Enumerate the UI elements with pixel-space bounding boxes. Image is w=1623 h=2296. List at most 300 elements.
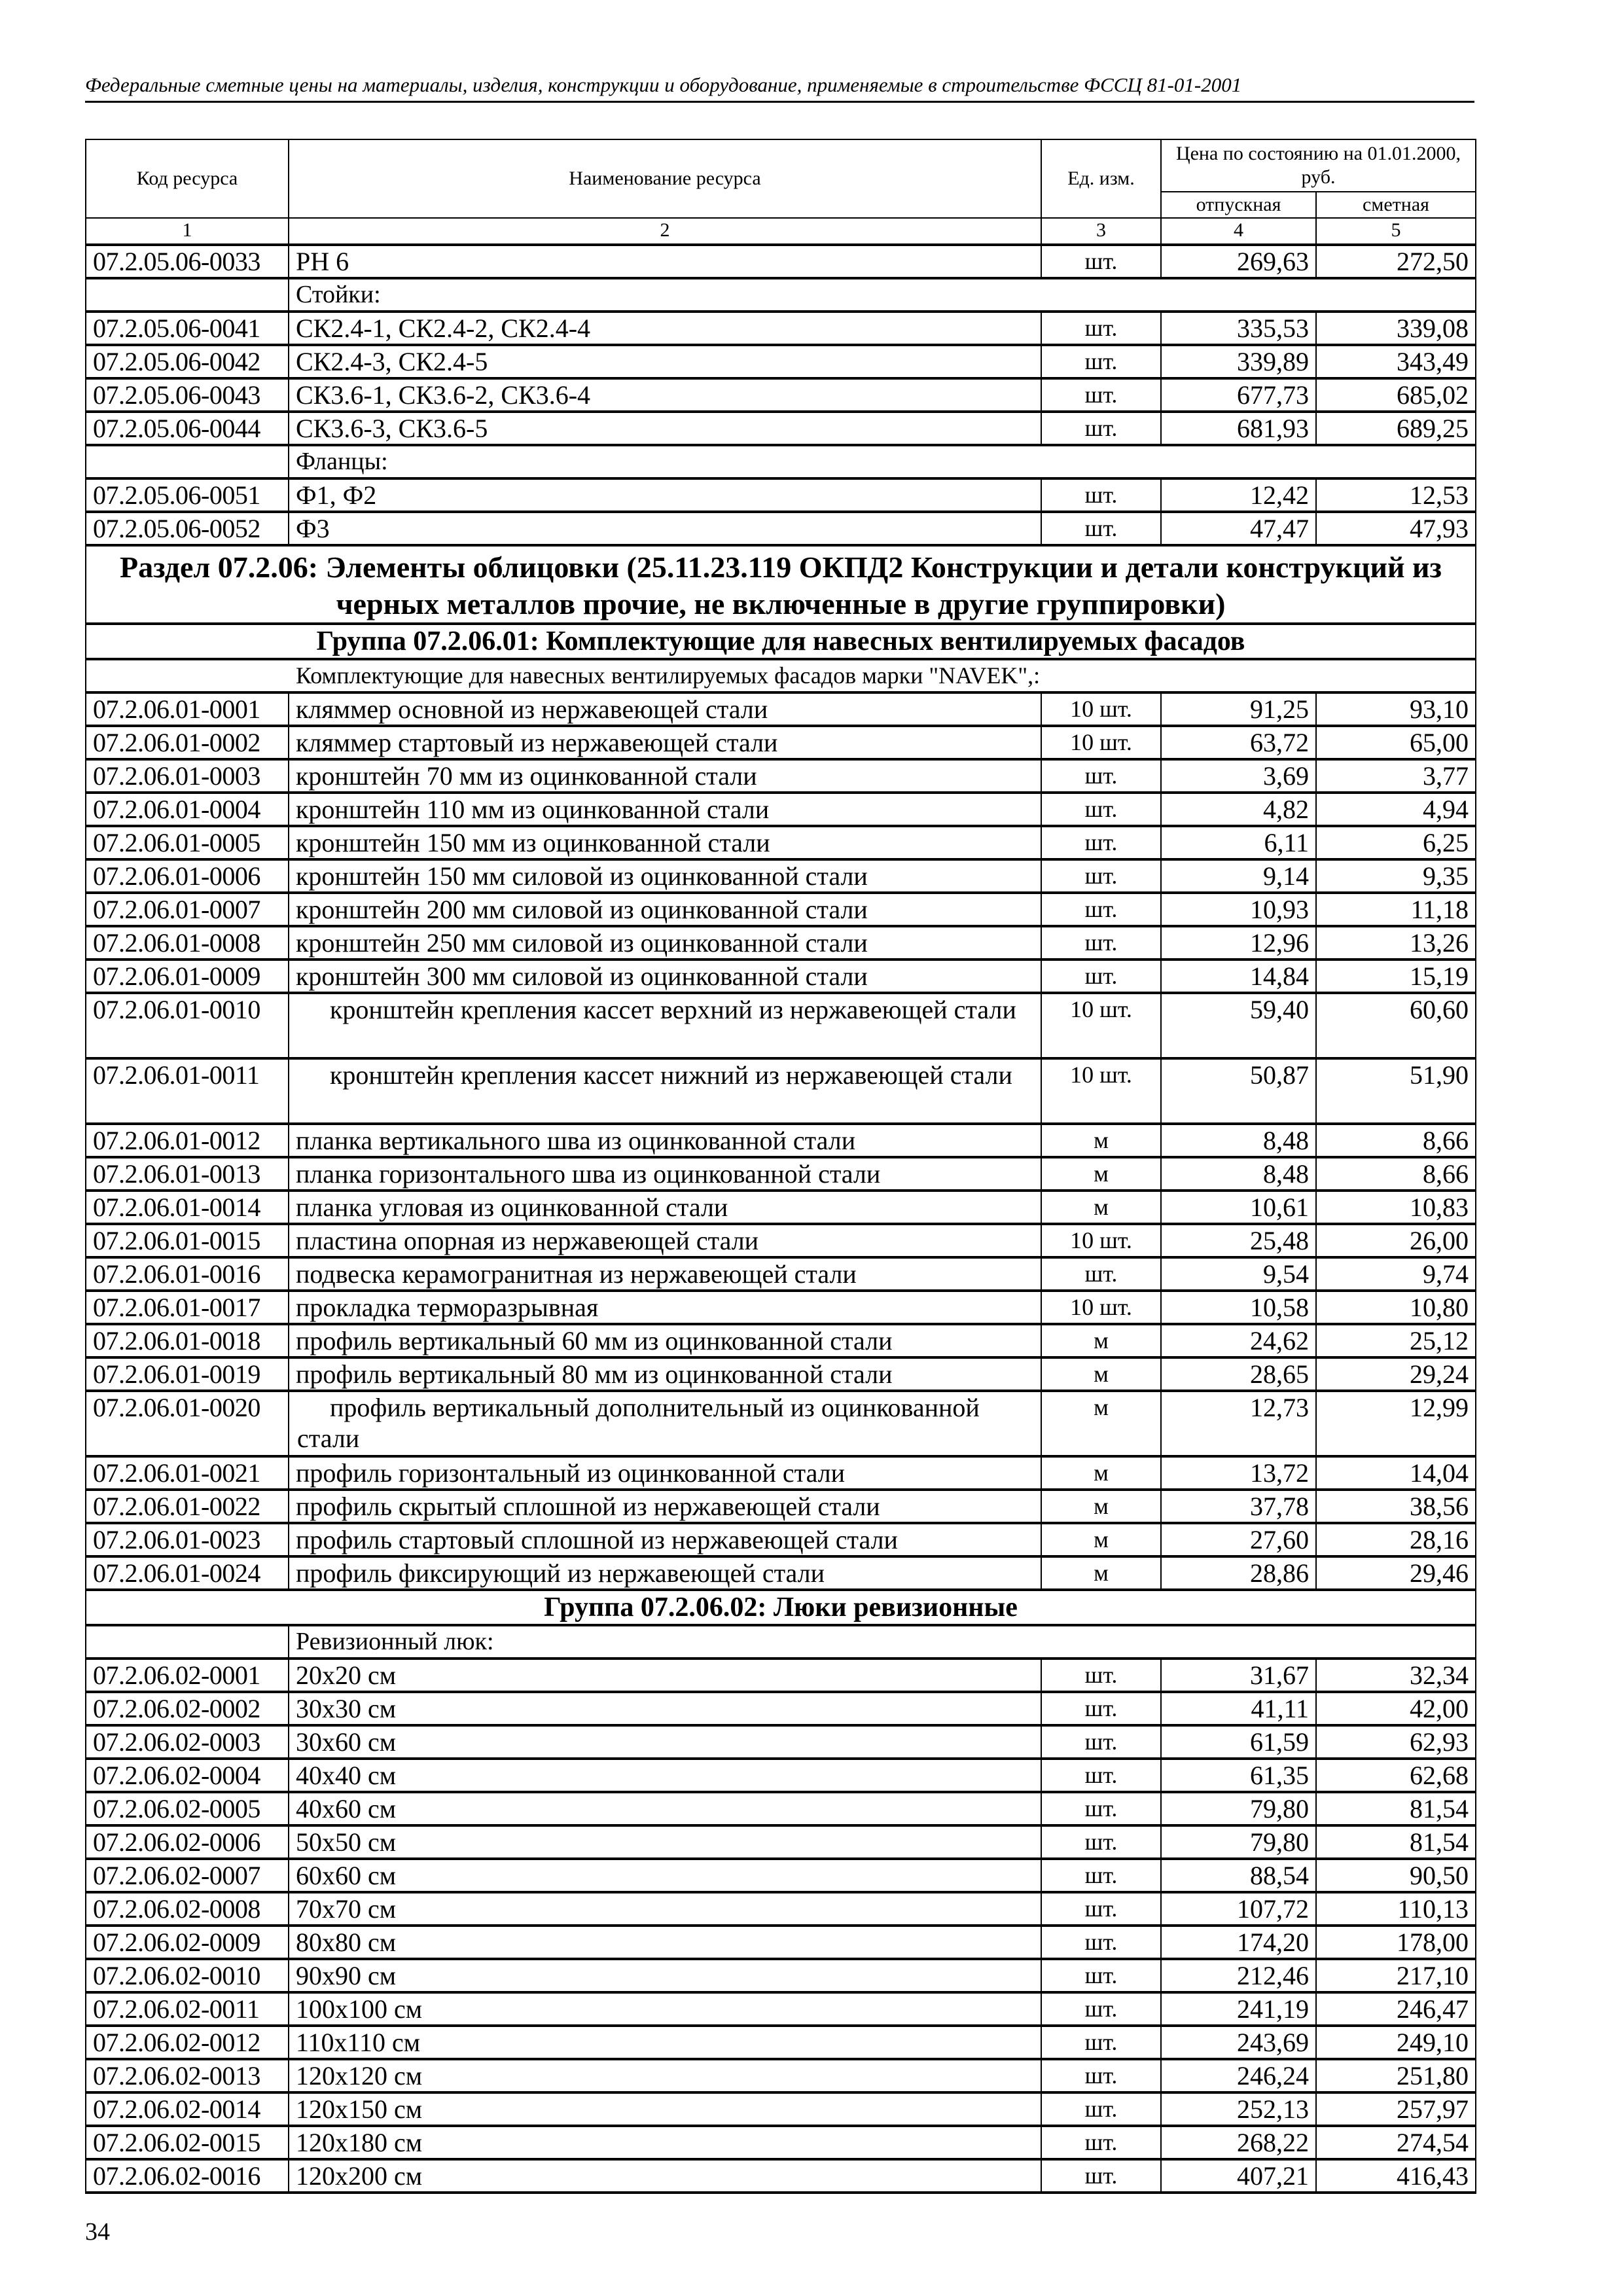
- table-row: [86, 1792, 1476, 1825]
- price-estimate: 3,77: [1316, 759, 1476, 793]
- price-estimate: 685,02: [1316, 378, 1476, 412]
- price-release: 59,40: [1161, 993, 1316, 1058]
- resource-name: 50х50 см: [289, 1825, 1041, 1859]
- resource-name: 120х150 см: [289, 2092, 1041, 2126]
- unit: шт.: [1041, 1859, 1161, 1892]
- resource-code: 07.2.06.01-0019: [86, 1357, 289, 1391]
- price-estimate: 343,49: [1316, 345, 1476, 378]
- unit: шт.: [1041, 1759, 1161, 1792]
- resource-code: 07.2.06.01-0005: [86, 826, 289, 859]
- price-release: 8,48: [1161, 1157, 1316, 1191]
- price-estimate: 10,83: [1316, 1191, 1476, 1224]
- table-row: [86, 1324, 1476, 1357]
- section-title-row: [86, 545, 1476, 624]
- price-estimate: 26,00: [1316, 1224, 1476, 1257]
- price-estimate: 274,54: [1316, 2126, 1476, 2159]
- price-release: 9,14: [1161, 859, 1316, 893]
- resource-name: планка угловая из оцинкованной стали: [289, 1191, 1041, 1224]
- table-row: [86, 1859, 1476, 1892]
- unit: 10 шт.: [1041, 692, 1161, 726]
- resource-code: 07.2.06.02-0014: [86, 2092, 289, 2126]
- price-release: 269,63: [1161, 245, 1316, 278]
- price-estimate: 47,93: [1316, 512, 1476, 545]
- table-row: [86, 726, 1476, 759]
- price-estimate: 8,66: [1316, 1157, 1476, 1191]
- price-release: 24,62: [1161, 1324, 1316, 1357]
- subhead-label: Ревизионный люк:: [289, 1625, 1476, 1659]
- unit: шт.: [1041, 826, 1161, 859]
- price-estimate: 249,10: [1316, 2026, 1476, 2059]
- resource-name: 30х30 см: [289, 1692, 1041, 1725]
- unit: шт.: [1041, 2126, 1161, 2159]
- price-estimate: 65,00: [1316, 726, 1476, 759]
- resource-code: 07.2.06.02-0007: [86, 1859, 289, 1892]
- price-estimate: 9,35: [1316, 859, 1476, 893]
- resource-name: планка горизонтального шва из оцинкованной стали: [289, 1157, 1041, 1191]
- resource-name: профиль стартовый сплошной из нержавеющей стали: [289, 1523, 1041, 1556]
- price-release: 241,19: [1161, 1992, 1316, 2026]
- resource-name: кронштейн 200 мм силовой из оцинкованной стали: [289, 893, 1041, 926]
- unit: шт.: [1041, 1959, 1161, 1992]
- unit: шт.: [1041, 759, 1161, 793]
- group-title-row: [86, 624, 1476, 659]
- unit: шт.: [1041, 1257, 1161, 1291]
- price-release: 47,47: [1161, 512, 1316, 545]
- price-release: 107,72: [1161, 1892, 1316, 1926]
- price-estimate: 110,13: [1316, 1892, 1476, 1926]
- resource-name: кронштейн 250 мм силовой из оцинкованной стали: [289, 926, 1041, 960]
- price-release: 10,93: [1161, 893, 1316, 926]
- unit: м: [1041, 1456, 1161, 1490]
- unit: 10 шт.: [1041, 993, 1161, 1058]
- unit: шт.: [1041, 1825, 1161, 1859]
- resource-name: 40х40 см: [289, 1759, 1041, 1792]
- header-price-group: Цена по состоянию на 01.01.2000, руб.: [1161, 139, 1476, 192]
- resource-code: 07.2.06.01-0022: [86, 1490, 289, 1523]
- price-release: 88,54: [1161, 1859, 1316, 1892]
- price-estimate: 90,50: [1316, 1859, 1476, 1892]
- price-estimate: 29,24: [1316, 1357, 1476, 1391]
- unit: шт.: [1041, 1926, 1161, 1959]
- table-row: [86, 478, 1476, 512]
- price-estimate: 81,54: [1316, 1792, 1476, 1825]
- price-release: 6,11: [1161, 826, 1316, 859]
- resource-code: 07.2.06.02-0009: [86, 1926, 289, 1959]
- table-row: [86, 1959, 1476, 1992]
- unit: шт.: [1041, 1725, 1161, 1759]
- price-estimate: 14,04: [1316, 1456, 1476, 1490]
- resource-name: 120х180 см: [289, 2126, 1041, 2159]
- price-estimate: 257,97: [1316, 2092, 1476, 2126]
- resource-code: 07.2.06.01-0008: [86, 926, 289, 960]
- resource-name: кронштейн крепления кассет верхний из нержавеющей стали: [289, 993, 1041, 1058]
- price-release: 31,67: [1161, 1659, 1316, 1692]
- price-estimate: 28,16: [1316, 1523, 1476, 1556]
- table-row: [86, 1992, 1476, 2026]
- unit: м: [1041, 1191, 1161, 1224]
- price-release: 246,24: [1161, 2059, 1316, 2092]
- price-estimate: 62,93: [1316, 1725, 1476, 1759]
- section-title: Раздел 07.2.06: Элементы облицовки (25.11.23.119 ОКПД2 Конструкции и детали конструкций из черных металлов прочие, не включенные в другие группировки): [86, 545, 1476, 624]
- table-row: [86, 1191, 1476, 1224]
- resource-code: 07.2.06.02-0003: [86, 1725, 289, 1759]
- resource-code: 07.2.05.06-0051: [86, 478, 289, 512]
- resource-name: 30х60 см: [289, 1725, 1041, 1759]
- table-row: [86, 1523, 1476, 1556]
- table-row: [86, 1357, 1476, 1391]
- resource-name: 20х20 см: [289, 1659, 1041, 1692]
- group-title: Группа 07.2.06.01: Комплектующие для навесных вентилируемых фасадов: [86, 624, 1476, 659]
- price-estimate: 38,56: [1316, 1490, 1476, 1523]
- resource-name: 110х110 см: [289, 2026, 1041, 2059]
- table-row: [86, 1224, 1476, 1257]
- price-release: 339,89: [1161, 345, 1316, 378]
- resource-code: 07.2.06.01-0012: [86, 1124, 289, 1157]
- subhead-label: Фланцы:: [289, 445, 1476, 478]
- unit: шт.: [1041, 793, 1161, 826]
- resource-name: профиль вертикальный дополнительный из оцинкованной стали: [289, 1391, 1041, 1456]
- price-release: 8,48: [1161, 1124, 1316, 1157]
- price-estimate: 25,12: [1316, 1324, 1476, 1357]
- price-estimate: 416,43: [1316, 2159, 1476, 2193]
- price-estimate: 178,00: [1316, 1926, 1476, 1959]
- resource-code: 07.2.06.02-0006: [86, 1825, 289, 1859]
- unit: шт.: [1041, 926, 1161, 960]
- resource-name: профиль вертикальный 80 мм из оцинкованной стали: [289, 1357, 1041, 1391]
- price-estimate: 62,68: [1316, 1759, 1476, 1792]
- subhead-revision-hatch: [86, 1625, 1476, 1659]
- resource-code: 07.2.06.02-0002: [86, 1692, 289, 1725]
- column-number-row: [86, 218, 1476, 245]
- price-estimate: 15,19: [1316, 960, 1476, 993]
- table-row: [86, 2126, 1476, 2159]
- resource-name: кронштейн 150 мм силовой из оцинкованной стали: [289, 859, 1041, 893]
- resource-code: 07.2.06.02-0012: [86, 2026, 289, 2059]
- resource-code: 07.2.06.01-0003: [86, 759, 289, 793]
- price-estimate: 51,90: [1316, 1058, 1476, 1124]
- price-estimate: 272,50: [1316, 245, 1476, 278]
- price-release: 37,78: [1161, 1490, 1316, 1523]
- table-row: [86, 826, 1476, 859]
- price-release: 174,20: [1161, 1926, 1316, 1959]
- price-estimate: 689,25: [1316, 412, 1476, 445]
- resource-name: 90х90 см: [289, 1959, 1041, 1992]
- table-row: [86, 1058, 1476, 1124]
- price-estimate: 217,10: [1316, 1959, 1476, 1992]
- table-row: [86, 2092, 1476, 2126]
- unit: шт.: [1041, 893, 1161, 926]
- unit: м: [1041, 1523, 1161, 1556]
- unit: шт.: [1041, 1892, 1161, 1926]
- unit: шт.: [1041, 2059, 1161, 2092]
- group-title-row: [86, 1590, 1476, 1625]
- table-row: [86, 2159, 1476, 2193]
- unit: шт.: [1041, 345, 1161, 378]
- table-row: [86, 1556, 1476, 1590]
- resource-name: 80х80 см: [289, 1926, 1041, 1959]
- price-release: 10,61: [1161, 1191, 1316, 1224]
- unit: м: [1041, 1357, 1161, 1391]
- unit: шт.: [1041, 312, 1161, 345]
- table-row: [86, 960, 1476, 993]
- resource-name: профиль фиксирующий из нержавеющей стали: [289, 1556, 1041, 1590]
- resource-code: 07.2.06.02-0010: [86, 1959, 289, 1992]
- resource-name: СК2.4-1, СК2.4-2, СК2.4-4: [289, 312, 1041, 345]
- table-body: [86, 245, 1476, 2193]
- unit: м: [1041, 1556, 1161, 1590]
- resource-name: 120х120 см: [289, 2059, 1041, 2092]
- unit: м: [1041, 1324, 1161, 1357]
- price-estimate: 81,54: [1316, 1825, 1476, 1859]
- price-estimate: 60,60: [1316, 993, 1476, 1058]
- resource-name: 100х100 см: [289, 1992, 1041, 2026]
- page-number: 34: [85, 2218, 110, 2246]
- table-row: [86, 793, 1476, 826]
- resource-code: 07.2.06.01-0014: [86, 1191, 289, 1224]
- resource-name: кронштейн 70 мм из оцинкованной стали: [289, 759, 1041, 793]
- price-estimate: 4,94: [1316, 793, 1476, 826]
- price-release: 61,35: [1161, 1759, 1316, 1792]
- resource-code: 07.2.06.01-0007: [86, 893, 289, 926]
- resource-code: 07.2.05.06-0043: [86, 378, 289, 412]
- table-row: [86, 245, 1476, 278]
- unit: шт.: [1041, 2026, 1161, 2059]
- table-row: [86, 1759, 1476, 1792]
- table-row: [86, 2059, 1476, 2092]
- resource-code: 07.2.06.01-0011: [86, 1058, 289, 1124]
- header-price-release: отпускная: [1161, 192, 1316, 218]
- resource-code: 07.2.06.01-0021: [86, 1456, 289, 1490]
- resource-code: 07.2.06.01-0002: [86, 726, 289, 759]
- unit: шт.: [1041, 960, 1161, 993]
- price-release: 28,86: [1161, 1556, 1316, 1590]
- resource-code: 07.2.06.02-0005: [86, 1792, 289, 1825]
- resource-name: 60х60 см: [289, 1859, 1041, 1892]
- resource-name: кронштейн 150 мм из оцинкованной стали: [289, 826, 1041, 859]
- price-estimate: 93,10: [1316, 692, 1476, 726]
- price-estimate: 8,66: [1316, 1124, 1476, 1157]
- resource-code: 07.2.06.02-0016: [86, 2159, 289, 2193]
- resource-name: СК3.6-1, СК3.6-2, СК3.6-4: [289, 378, 1041, 412]
- table-row: [86, 1892, 1476, 1926]
- price-release: 12,96: [1161, 926, 1316, 960]
- resource-code: 07.2.05.06-0041: [86, 312, 289, 345]
- resource-code: 07.2.06.01-0006: [86, 859, 289, 893]
- table-row: [86, 1692, 1476, 1725]
- resource-name: РН 6: [289, 245, 1041, 278]
- resource-code: 07.2.06.01-0013: [86, 1157, 289, 1191]
- column-number: 4: [1161, 218, 1316, 245]
- price-release: 335,53: [1161, 312, 1316, 345]
- resource-code: 07.2.06.02-0001: [86, 1659, 289, 1692]
- table-row: [86, 378, 1476, 412]
- resource-code: 07.2.06.01-0023: [86, 1523, 289, 1556]
- price-release: 681,93: [1161, 412, 1316, 445]
- price-release: 12,73: [1161, 1391, 1316, 1456]
- table-row: [86, 2026, 1476, 2059]
- table-row: [86, 859, 1476, 893]
- price-release: 27,60: [1161, 1523, 1316, 1556]
- table-row: [86, 345, 1476, 378]
- price-release: 25,48: [1161, 1224, 1316, 1257]
- unit: шт.: [1041, 2092, 1161, 2126]
- resource-code: 07.2.06.01-0009: [86, 960, 289, 993]
- price-release: 9,54: [1161, 1257, 1316, 1291]
- unit: шт.: [1041, 1792, 1161, 1825]
- resource-code: 07.2.06.01-0010: [86, 993, 289, 1058]
- resource-code: 07.2.06.01-0016: [86, 1257, 289, 1291]
- unit: 10 шт.: [1041, 726, 1161, 759]
- unit: шт.: [1041, 1692, 1161, 1725]
- price-table: [85, 139, 1476, 2194]
- resource-code: 07.2.06.02-0004: [86, 1759, 289, 1792]
- resource-name: кронштейн крепления кассет нижний из нержавеющей стали: [289, 1058, 1041, 1124]
- price-release: 50,87: [1161, 1058, 1316, 1124]
- price-release: 63,72: [1161, 726, 1316, 759]
- table-row: [86, 1124, 1476, 1157]
- resource-name: 40х60 см: [289, 1792, 1041, 1825]
- unit: 10 шт.: [1041, 1224, 1161, 1257]
- resource-code: 07.2.05.06-0042: [86, 345, 289, 378]
- resource-code: 07.2.06.01-0017: [86, 1291, 289, 1324]
- resource-name: кронштейн 110 мм из оцинкованной стали: [289, 793, 1041, 826]
- group-intro: Комплектующие для навесных вентилируемых фасадов марки "NAVEK",:: [86, 659, 1476, 692]
- price-release: 3,69: [1161, 759, 1316, 793]
- resource-name: 70х70 см: [289, 1892, 1041, 1926]
- header-unit: Ед. изм.: [1041, 139, 1161, 218]
- group-intro-row: [86, 659, 1476, 692]
- unit: шт.: [1041, 478, 1161, 512]
- price-estimate: 10,80: [1316, 1291, 1476, 1324]
- price-release: 10,58: [1161, 1291, 1316, 1324]
- column-number: 2: [289, 218, 1041, 245]
- table-row: [86, 759, 1476, 793]
- price-release: 13,72: [1161, 1456, 1316, 1490]
- price-release: 28,65: [1161, 1357, 1316, 1391]
- header-price-estimate: сметная: [1316, 192, 1476, 218]
- price-estimate: 9,74: [1316, 1257, 1476, 1291]
- price-release: 4,82: [1161, 793, 1316, 826]
- table-row: [86, 1391, 1476, 1456]
- group-title: Группа 07.2.06.02: Люки ревизионные: [86, 1590, 1476, 1625]
- unit: шт.: [1041, 245, 1161, 278]
- resource-name: кляммер стартовый из нержавеющей стали: [289, 726, 1041, 759]
- price-release: 79,80: [1161, 1792, 1316, 1825]
- resource-name: прокладка терморазрывная: [289, 1291, 1041, 1324]
- table-row: [86, 1291, 1476, 1324]
- column-number: 1: [86, 218, 289, 245]
- price-estimate: 12,99: [1316, 1391, 1476, 1456]
- table-row: [86, 1725, 1476, 1759]
- table-row: [86, 312, 1476, 345]
- subhead-label: Стойки:: [289, 278, 1476, 312]
- table-row: [86, 1659, 1476, 1692]
- header-name: Наименование ресурса: [289, 139, 1041, 218]
- resource-name: СК3.6-3, СК3.6-5: [289, 412, 1041, 445]
- price-estimate: 32,34: [1316, 1659, 1476, 1692]
- price-estimate: 246,47: [1316, 1992, 1476, 2026]
- price-release: 12,42: [1161, 478, 1316, 512]
- resource-code: 07.2.05.06-0044: [86, 412, 289, 445]
- resource-name: профиль горизонтальный из оцинкованной стали: [289, 1456, 1041, 1490]
- resource-name: планка вертикального шва из оцинкованной стали: [289, 1124, 1041, 1157]
- column-number: 5: [1316, 218, 1476, 245]
- table-row: [86, 893, 1476, 926]
- price-release: 243,69: [1161, 2026, 1316, 2059]
- resource-name: пластина опорная из нержавеющей стали: [289, 1224, 1041, 1257]
- header-code: Код ресурса: [86, 139, 289, 218]
- table-row: [86, 1157, 1476, 1191]
- price-release: 212,46: [1161, 1959, 1316, 1992]
- running-header: Федеральные сметные цены на материалы, изделия, конструкции и оборудование, применяемые в строительстве ФССЦ 81-01-2001: [85, 73, 1474, 103]
- resource-code: 07.2.06.02-0011: [86, 1992, 289, 2026]
- price-estimate: 6,25: [1316, 826, 1476, 859]
- price-estimate: 13,26: [1316, 926, 1476, 960]
- unit: 10 шт.: [1041, 1058, 1161, 1124]
- resource-code: 07.2.06.02-0015: [86, 2126, 289, 2159]
- price-estimate: 11,18: [1316, 893, 1476, 926]
- price-estimate: 29,46: [1316, 1556, 1476, 1590]
- resource-code: 07.2.05.06-0033: [86, 245, 289, 278]
- subhead-stoyki: [86, 278, 1476, 312]
- table-row: [86, 1490, 1476, 1523]
- price-release: 91,25: [1161, 692, 1316, 726]
- unit: м: [1041, 1391, 1161, 1456]
- price-release: 268,22: [1161, 2126, 1316, 2159]
- resource-code: 07.2.06.01-0001: [86, 692, 289, 726]
- resource-code: 07.2.06.02-0008: [86, 1892, 289, 1926]
- resource-code: 07.2.06.01-0020: [86, 1391, 289, 1456]
- resource-code: 07.2.06.02-0013: [86, 2059, 289, 2092]
- resource-name: кляммер основной из нержавеющей стали: [289, 692, 1041, 726]
- price-release: 14,84: [1161, 960, 1316, 993]
- unit: шт.: [1041, 412, 1161, 445]
- resource-name: Ф1, Ф2: [289, 478, 1041, 512]
- price-release: 61,59: [1161, 1725, 1316, 1759]
- table-row: [86, 1825, 1476, 1859]
- price-estimate: 339,08: [1316, 312, 1476, 345]
- price-release: 407,21: [1161, 2159, 1316, 2193]
- resource-code: 07.2.05.06-0052: [86, 512, 289, 545]
- resource-name: профиль вертикальный 60 мм из оцинкованной стали: [289, 1324, 1041, 1357]
- resource-name: кронштейн 300 мм силовой из оцинкованной стали: [289, 960, 1041, 993]
- unit: м: [1041, 1490, 1161, 1523]
- price-release: 41,11: [1161, 1692, 1316, 1725]
- resource-code: 07.2.06.01-0004: [86, 793, 289, 826]
- subhead-flantsy: [86, 445, 1476, 478]
- table-row: [86, 1456, 1476, 1490]
- unit: шт.: [1041, 1992, 1161, 2026]
- unit: м: [1041, 1157, 1161, 1191]
- unit: 10 шт.: [1041, 1291, 1161, 1324]
- price-release: 252,13: [1161, 2092, 1316, 2126]
- resource-name: Ф3: [289, 512, 1041, 545]
- resource-code: 07.2.06.01-0015: [86, 1224, 289, 1257]
- resource-name: 120х200 см: [289, 2159, 1041, 2193]
- price-estimate: 12,53: [1316, 478, 1476, 512]
- price-estimate: 251,80: [1316, 2059, 1476, 2092]
- column-number: 3: [1041, 218, 1161, 245]
- resource-code: 07.2.06.01-0018: [86, 1324, 289, 1357]
- resource-name: подвеска керамогранитная из нержавеющей стали: [289, 1257, 1041, 1291]
- resource-name: СК2.4-3, СК2.4-5: [289, 345, 1041, 378]
- unit: шт.: [1041, 2159, 1161, 2193]
- table-row: [86, 926, 1476, 960]
- table-row: [86, 512, 1476, 545]
- unit: шт.: [1041, 512, 1161, 545]
- resource-code: 07.2.06.01-0024: [86, 1556, 289, 1590]
- unit: шт.: [1041, 1659, 1161, 1692]
